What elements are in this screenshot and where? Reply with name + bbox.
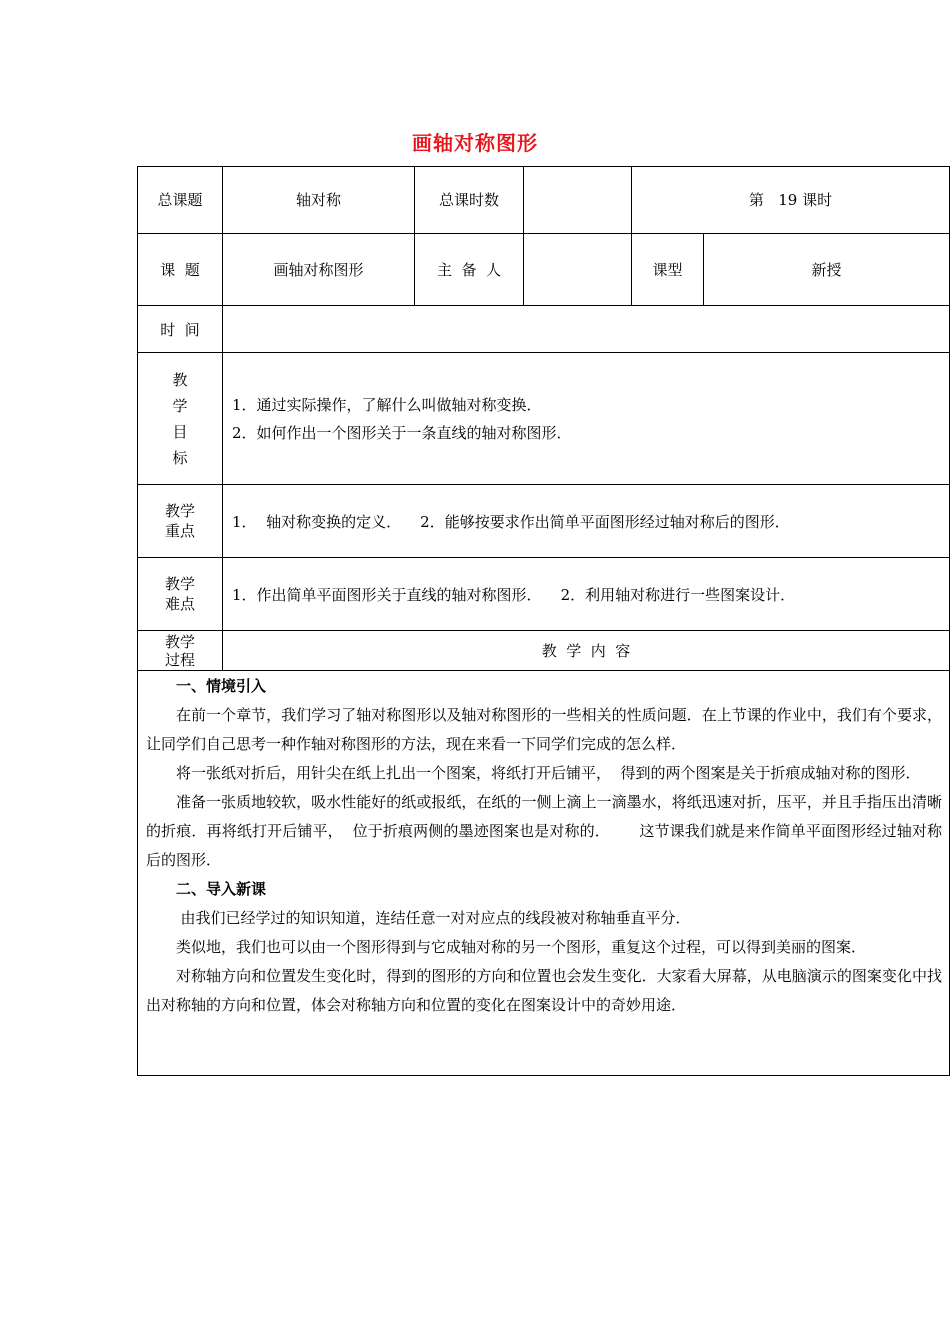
process-header: 教 学 内 容 (541, 642, 631, 660)
paragraph: 对称轴方向和位置发生变化时，得到的图形的方向和位置也会发生变化．大家看大屏幕，从电脑演示的图案变化中找出对称轴的方向和位置，体会对称轴方向和位置的变化在图案设计中的奇妙用途． (146, 967, 942, 1014)
label-process (137, 630, 223, 671)
objective-item: 2．如何作出一个图形关于一条直线的轴对称图形． (232, 423, 572, 442)
label-line: 教学 (164, 502, 195, 520)
lesson-type-value: 新授 (811, 261, 842, 279)
label-char: 目 (172, 422, 188, 441)
label-objectives (137, 352, 223, 485)
label-char: 教 (172, 370, 188, 389)
label-topic: 课 题 (160, 261, 200, 279)
paragraph: 类似地，我们也可以由一个图形得到与它成轴对称的另一个图形，重复这个过程，可以得到美丽的图案． (176, 938, 867, 956)
difficulties-content: 1．作出简单平面图形关于直线的轴对称图形． 2．利用轴对称进行一些图案设计． (232, 585, 796, 604)
paragraph: 将一张纸对折后，用针尖在纸上扎出一个图案，将纸打开后铺平， 得到的两个图案是关于折痕成轴对称的图形． (176, 764, 921, 782)
label-time: 时 间 (160, 320, 200, 339)
label-char: 学 (172, 396, 188, 415)
section-heading: 一、情境引入 (176, 677, 267, 695)
paragraph: 在前一个章节，我们学习了轴对称图形以及轴对称图形的一些相关的性质问题．在上节课的作业中，我们有个要求，让同学们自己思考一种作轴对称图形的方法，现在来看一下同学们完成的怎么样． (146, 706, 942, 753)
grid-line (137, 1075, 950, 1076)
label-line: 教学 (164, 632, 195, 651)
page-title: 画轴对称图形 (412, 131, 538, 155)
label-line: 难点 (164, 595, 195, 613)
label-difficulties (137, 557, 223, 631)
objective-item: 1．通过实际操作，了解什么叫做轴对称变换． (232, 395, 542, 414)
label-line: 过程 (164, 650, 195, 669)
paragraph: 准备一张质地较软，吸水性能好的纸或报纸，在纸的一侧上滴上一滴墨水，将纸迅速对折，压平，并且手指压出清晰的折痕．再将纸打开后铺平， 位于折痕两侧的墨迹图案也是对称的． 这节课我们就是来作简单平面图形经过轴对称后的图形． (146, 793, 942, 869)
lesson-number: 第 19 课时 (748, 191, 833, 209)
label-line: 教学 (164, 575, 195, 593)
label-total-hours: 总课时数 (438, 191, 499, 209)
time-value (222, 305, 950, 353)
lesson-content (146, 672, 942, 1020)
label-char: 标 (172, 448, 188, 467)
topic-value: 画轴对称图形 (273, 261, 364, 279)
paragraph: 由我们已经学过的知识知道，连结任意一对对应点的线段被对称轴垂直平分． (180, 909, 691, 927)
label-preparer: 主 备 人 (436, 261, 502, 279)
label-total-topic: 总课题 (157, 191, 203, 209)
key-points-content: 1． 轴对称变换的定义． 2．能够按要求作出简单平面图形经过轴对称后的图形． (232, 512, 790, 531)
total-topic-value: 轴对称 (295, 191, 341, 209)
label-lesson-type: 课型 (652, 261, 683, 279)
objectives-content (222, 352, 950, 485)
label-key-points (137, 484, 223, 558)
total-hours-value (523, 166, 632, 233)
section-heading: 二、导入新课 (176, 880, 267, 898)
preparer-value (523, 233, 632, 306)
label-line: 重点 (164, 522, 195, 540)
